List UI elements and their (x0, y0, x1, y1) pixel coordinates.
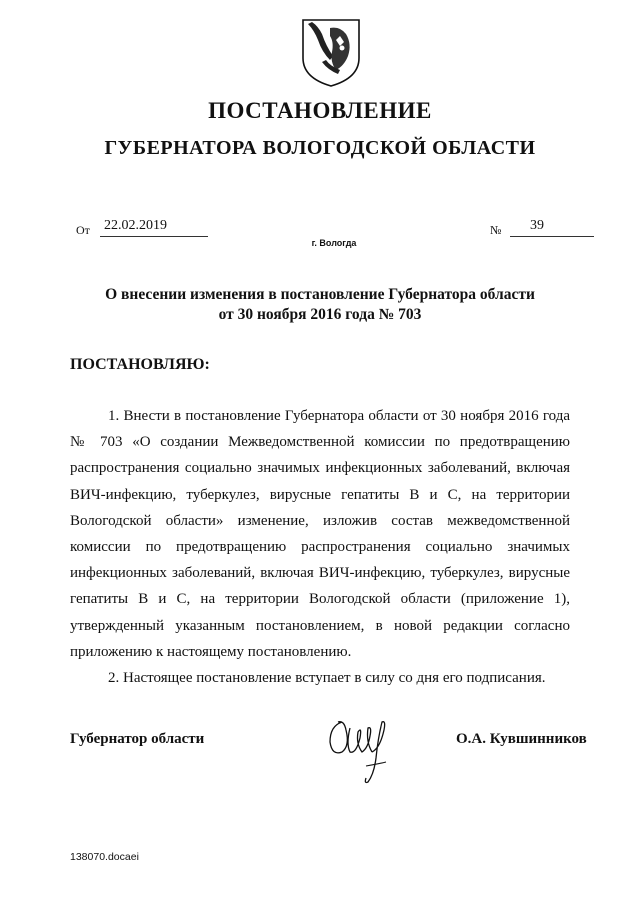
body-paragraph-2: 2. Настоящее постановление вступает в силу со дня его подписания. (108, 670, 546, 687)
document-title: ПОСТАНОВЛЕНИЕ (208, 98, 432, 123)
document-date: 22.02.2019 (100, 218, 208, 237)
decree-heading: ПОСТАНОВЛЯЮ: (70, 356, 210, 373)
file-name: 138070.docaei (70, 851, 139, 863)
city-label: г. Вологда (311, 238, 357, 248)
coat-of-arms-icon (300, 18, 362, 88)
handwritten-signature (320, 708, 400, 786)
date-prefix: От (76, 223, 90, 237)
document-number: 39 (510, 218, 594, 237)
body-paragraph-1: 1. Внести в постановление Губернатора области от 30 ноября 2016 года № 703 «О создании Межведомственной комиссии по предотвращению распространения социально значимых инфекционных заболеваний, включая ВИЧ-инфекцию, туберкулез, вирусные гепатиты В и С, на территории Вологодской области» изменение, изложив состав межведомственной комиссии по предотвращению распространения социально значимых инфекционных заболеваний, включая ВИЧ-инфекцию, туберкулез, вирусные гепатиты В и С, на территории Вологодской области (приложение 1), утвержденный указанным постановлением, в новой редакции согласно приложению к настоящему постановлению. (70, 408, 570, 660)
number-prefix: № (490, 223, 502, 237)
document-body (70, 403, 570, 691)
subject-line-2: от 30 ноября 2016 года № 703 (218, 306, 422, 323)
document-subject (0, 285, 640, 325)
signatory-name: О.А. Кувшинников (456, 731, 587, 747)
signatory-title: Губернатор области (70, 731, 205, 747)
document-subtitle: ГУБЕРНАТОРА ВОЛОГОДСКОЙ ОБЛАСТИ (104, 137, 536, 159)
subject-line-1: О внесении изменения в постановление Губернатора области (105, 286, 535, 303)
